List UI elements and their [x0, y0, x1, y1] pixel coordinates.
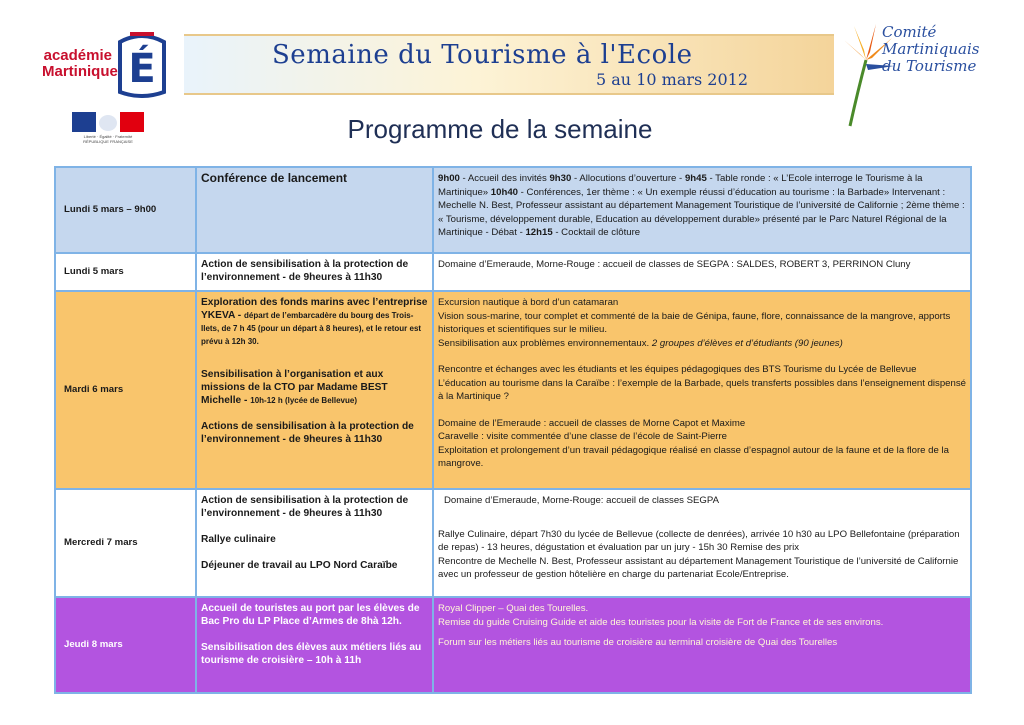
table-row: [55, 253, 971, 291]
detail-text: - Accueil des invités: [459, 173, 550, 184]
activity-text: Sensibilisation des élèves aux métiers liés au tourisme de croisière – 10h à 11h: [201, 642, 422, 666]
detail-cell: [433, 489, 971, 597]
activity-title: Conférence de lancement: [201, 171, 348, 185]
activity-note: départ de l’embarcadère du bourg des Trois-Ilets, de 7 h 45 (pour un départ à 8 heures), et le retour est prévu à 12h 30.: [201, 311, 422, 346]
detail-line: Excursion nautique à bord d’un catamaran: [438, 297, 619, 308]
banner-date: 5 au 10 mars 2012: [596, 70, 749, 89]
academie-martinique-logo: [42, 24, 172, 104]
table-row: [55, 291, 971, 489]
day-cell: Lundi 5 mars – 9h00: [55, 167, 196, 253]
time-label: 9h00: [438, 173, 460, 184]
activity-cell: [196, 291, 433, 489]
activity-text: Accueil de touristes au port par les élèves de Bac Pro du LP Place d’Armes de 8hà 12h.: [201, 603, 420, 627]
detail-line: Caravelle : visite commentée d’une classe de l’école de Saint-Pierre: [438, 431, 728, 442]
banner-title: Semaine du Tourisme à l'Ecole: [272, 40, 693, 70]
detail-line: Vision sous-marine, tour complet et commenté de la baie de Génipa, faune, flore, connaissance de la mangrove, apports historiques et scientifiques sur le milieu.: [438, 310, 951, 335]
academie-e-icon: [116, 32, 168, 98]
detail-cell: Domaine d’Emeraude, Morne-Rouge : accueil de classes de SEGPA : SALDES, ROBERT 3, PERRINON Cluny: [433, 253, 971, 291]
detail-italic: 2 groupes d’élèves et d’étudiants (90 jeunes): [651, 337, 843, 349]
activity-text: Déjeuner de travail au LPO Nord Caraïbe: [201, 560, 398, 571]
detail-line: [438, 337, 966, 351]
day-cell: Mercredi 7 mars: [55, 489, 196, 597]
programme-table: [54, 166, 972, 694]
activity-cell: [196, 489, 433, 597]
republique-francaise-logo: [72, 112, 144, 146]
detail-line: Domaine de l’Emeraude : accueil de classes de Morne Capot et Maxime: [438, 417, 746, 429]
activity-text: Sensibilisation à l’organisation et aux missions de la CTO par Madame BEST Michelle -: [201, 369, 388, 406]
table-row: [55, 489, 971, 597]
detail-line: Rallye Culinaire, départ 7h30 du lycée de Bellevue (collecte de denrées), arrivée 10 h30 au LPO Bellefontaine (préparation de repas) - 13 heures, dégustation et évaluation par un jury - 15h 30 Remise des prix: [438, 528, 960, 553]
comite-logo-line2: Martiniquais: [882, 40, 980, 58]
detail-text: - Conférences, 1er thème : « Un exemple réussi d’éducation au tourisme : la Barbade» Intervenant : Mechelle N. Best, Professeur assistant au département Management Touristique de l’université de Californie ; 2ème thème : « Tourisme, développement durable, Education au développement durable» présenté par le Parc Naturel Régional de la Martinique - Débat -: [438, 186, 965, 238]
detail-line: Exploitation et prolongement d’un travail pédagogique réalisé en classe d’espagnol autour de la faune et de la flore de la mangrove.: [438, 444, 949, 469]
detail-line: Royal Clipper – Quai des Tourelles.: [438, 603, 589, 614]
activity-text: Actions de sensibilisation à la protection de l’environnement - de 9heures à 11h30: [201, 421, 414, 445]
activity-cell: Action de sensibilisation à la protection de l’environnement - de 9heures à 11h30: [196, 253, 433, 291]
marianne-flag-icon: [72, 112, 144, 134]
activity-text: Action de sensibilisation à la protection de l’environnement - de 9heures à 11h30: [201, 495, 409, 519]
page-title: Programme de la semaine: [347, 114, 653, 144]
comite-logo-line1: Comité: [882, 23, 937, 41]
activity-cell: [196, 597, 433, 693]
detail-line: Rencontre de Mechelle N. Best, Professeur assistant au département Management Touristique de l’université de Californie avec un professeur de gestion hôtelière en charge du partenariat Ecole/Entreprise.: [438, 555, 959, 580]
detail-text: - Allocutions d’ouverture -: [571, 173, 685, 184]
academie-logo-line1: académie: [43, 47, 112, 64]
svg-text:É: É: [128, 46, 156, 92]
activity-cell: [196, 167, 433, 253]
detail-text: Sensibilisation aux problèmes environnementaux.: [438, 337, 652, 349]
detail-line: L’éducation au tourisme dans la Caraïbe : l’exemple de la Barbade, quels transferts possibles dans l’enseignement dispensé à la Martinique ?: [438, 377, 966, 402]
detail-cell: [433, 167, 971, 253]
banner: [184, 34, 834, 95]
comite-martiniquais-logo: [836, 20, 1006, 130]
time-label: 9h45: [684, 173, 707, 184]
detail-line: Forum sur les métiers liés au tourisme de croisière au terminal croisière de Quai des Tourelles: [438, 637, 838, 648]
activity-text: Exploration des fonds marins avec l’entreprise YKEVA -: [201, 297, 428, 321]
activity-text: Rallye culinaire: [201, 534, 276, 545]
detail-text: - Cocktail de clôture: [552, 227, 641, 238]
day-cell: Jeudi 8 mars: [55, 597, 196, 693]
republique-caption: Liberté · Égalité · Fraternité RÉPUBLIQUE FRANÇAISE: [83, 134, 133, 144]
academie-logo-line2: Martinique: [42, 63, 118, 80]
detail-line: Domaine d’Emeraude, Morne-Rouge: accueil de classes SEGPA: [444, 495, 719, 506]
detail-line: Rencontre et échanges avec les étudiants et les équipes pédagogiques des BTS Tourisme du Lycée de Bellevue: [438, 364, 917, 375]
detail-text: - Table ronde : « L’Ecole interroge le Tourisme à la Martinique»: [438, 173, 923, 198]
detail-line: Remise du guide Cruising Guide et aide des touristes pour la visite de Fort de France et de ses environs.: [438, 616, 884, 628]
detail-cell: [433, 291, 971, 489]
table-row: [55, 597, 971, 693]
comite-logo-line3: du Tourisme: [882, 57, 977, 75]
time-label: 9h30: [549, 173, 572, 184]
time-label: 10h40: [490, 186, 518, 198]
detail-cell: [433, 597, 971, 693]
day-cell: Lundi 5 mars: [55, 253, 196, 291]
time-label: 12h15: [525, 227, 553, 238]
day-cell: Mardi 6 mars: [55, 291, 196, 489]
activity-note: 10h-12 h (lycée de Bellevue): [250, 396, 357, 405]
table-row: [55, 167, 971, 253]
